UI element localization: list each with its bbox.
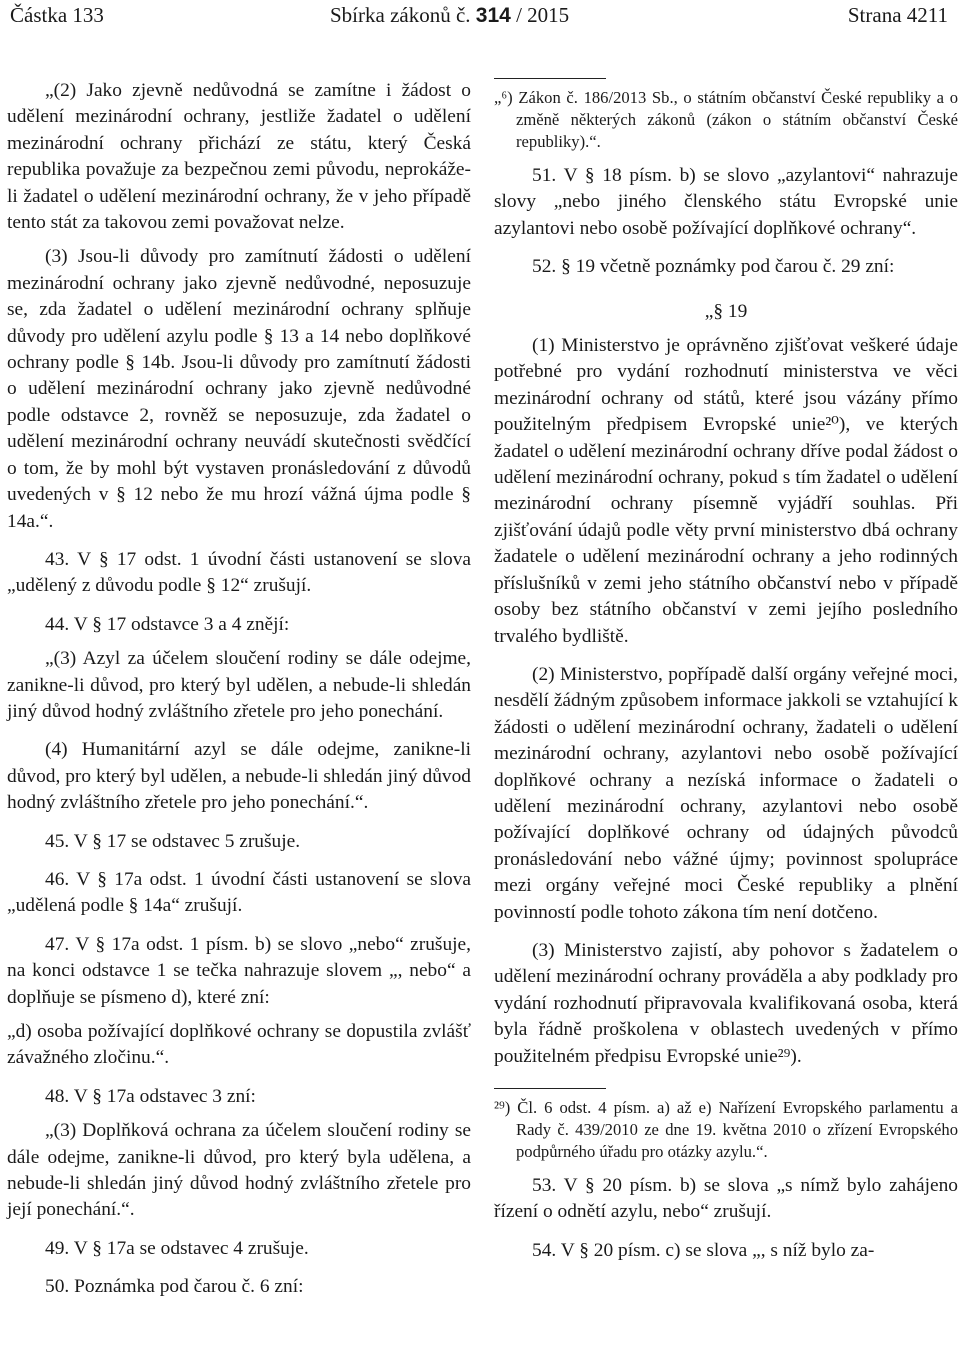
section-19-heading: „§ 19 — [704, 300, 748, 322]
item-51: 51. V § 18 písm. b) se slovo „azylantovi“ nahrazuje slovy „nebo jiného členského státu Evropské unie azylantovi nebo osobě požívající doplňkové ochrany“. — [494, 165, 958, 239]
item-47-letter-d: „d) osoba požívající doplňkové ochrany se dopustila zvlášť závažného zločinu.“. — [7, 1021, 471, 1069]
paragraph-3-text: (3) Jsou-li důvody pro zamítnutí žádosti o udělení mezinárodní ochrany jako zjevně nedůvodné, neposuzuje se, zda žadatel o udělení mezinárodní ochrany splňuje důvody pro udělení azylu podle § 13 a 14 nebo doplňkové ochrany podle § 14b. Jsou-li důvody pro zamítnutí žádosti o udělení mezinárodní ochrany jako zjevně nedůvodné podle odstavce 2, rovněž se neposuzuje, zda žadatel o udělení mezinárodní ochrany neuvádí skutečnosti svědčící o tom, že by mohl být vystaven pronásledování z důvodů uvedených v § 12 nebo že mu hrozí vážná újma podle § 14a.“. — [7, 246, 471, 532]
footnote-29: ²⁹) Čl. 6 odst. 4 písm. a) až e) Nařízení Evropského parlamentu a Rady č. 439/2010 ze dne 19. května 2010 o zřízení Evropského podpůrného úřadu pro otázky azylu.“. — [494, 1098, 958, 1161]
item-46: 46. V § 17a odst. 1 úvodní části ustanovení se slova „udělená podle § 14a“ zrušují. — [7, 868, 471, 917]
item-49: 49. V § 17a se odstavec 4 zrušuje. — [45, 1237, 309, 1259]
item-44-para-3: „(3) Azyl za účelem sloučení rodiny se dále odejme, zanikne-li důvod, pro který byl udělen, a nebude-li shledán jiný důvod hodný zvláštního zřetele pro jeho ponechání. — [7, 648, 471, 722]
right-column — [494, 78, 958, 1272]
paragraph-2-text: „(2) Jako zjevně nedůvodná se zamítne i žádost o udělení mezinárodní ochrany, jestliže žadatel o udělení mezinárodní ochrany přichází ze státu, který Česká republika považuje za bezpečnou zemi původu, neprokáže-li žadatel o udělení mezinárodní ochrany, že v jeho případě tento stát za takovou zemi považovat nelze. — [7, 80, 471, 234]
footnote-divider-2 — [494, 1088, 606, 1089]
collection-label — [330, 0, 569, 31]
item-54: 54. V § 20 písm. c) se slova „, s níž bylo za- — [532, 1239, 875, 1261]
footnote-divider — [494, 78, 606, 79]
footnote-6: „⁶) Zákon č. 186/2013 Sb., o státním občanství České republiky a o změně některých zákonů (zákon o státním občanství České republiky).“. — [494, 88, 958, 151]
issue-part-label: Částka 133 — [10, 3, 104, 27]
item-53: 53. V § 20 písm. b) se slova „s nímž bylo zahájeno řízení o odnětí azylu, nebo“ zrušují. — [494, 1175, 958, 1223]
item-45: 45. V § 17 se odstavec 5 zrušuje. — [45, 830, 301, 852]
section-19-para-1: (1) Ministerstvo je oprávněno zjišťovat veškeré údaje potřebné pro vydání rozhodnutí ministerstva ve věci mezinárodní ochrany od států, které jsou vázány přímo použitelným předpisem Evropské unie²⁰), ve kterých žadatel o udělení mezinárodní ochrany dříve podal žádost o udělení mezinárodní ochrany, pokud s tím žadatel o udělení mezinárodní ochrany písemně vyjádří souhlas. Při zjišťování údajů podle věty první ministerstvo dbá ochrany žadatele o udělení mezinárodní ochrany a jeho rodinných příslušníků v zemi jeho státního občanství nebo v případě osoby bez státního občanství v zemi jejího posledního trvalého bydliště. — [494, 335, 958, 647]
item-44: 44. V § 17 odstavce 3 a 4 znějí: — [45, 613, 290, 635]
item-50: 50. Poznámka pod čarou č. 6 zní: — [45, 1276, 304, 1298]
item-47: 47. V § 17a odst. 1 písm. b) se slovo „nebo“ zrušuje, na konci odstavce 1 se tečka nahrazuje slovem „, nebo“ a doplňuje se písmeno d), které zní: — [7, 933, 471, 1008]
item-48: 48. V § 17a odstavec 3 zní: — [45, 1085, 256, 1107]
law-number: 314 — [475, 4, 511, 27]
section-19-para-2: (2) Ministerstvo, popřípadě další orgány veřejné moci, nesdělí žádným způsobem informace jakkoli se vztahující k žádosti o udělení mezinárodní ochrany, žadateli o udělení mezinárodní ochrany, azylantovi nebo osobě požívající doplňkové ochrany a nezíská informace o žadateli o udělení mezinárodní ochrany, azylantovi nebo osobě požívající doplňkové ochrany od údajných původců pronásledování nebo vážné újmy; povinnost spolupráce mezi orgány veřejné moci České republiky a plnění povinností podle tohoto zákona tím není dotčeno. — [494, 663, 958, 923]
section-19-para-3: (3) Ministerstvo zajistí, aby pohovor s žadatelem o udělení mezinárodní ochrany prováděla a aby podklady pro vydání rozhodnutí připravovala kvalifikovaná osoba, která byla řádně proškolena v oblastech uvedených v přímo použitelném předpisu Evropské unie²⁹). — [494, 939, 958, 1067]
page-number-label: Strana 4211 — [847, 3, 948, 27]
collection-suffix: / 2015 — [510, 3, 570, 27]
left-column — [7, 78, 471, 1309]
item-52: 52. § 19 včetně poznámky pod čarou č. 29 zní: — [532, 256, 895, 278]
item-43: 43. V § 17 odst. 1 úvodní části ustanovení se slova „udělený z důvodu podle § 12“ zrušují. — [7, 548, 471, 597]
collection-prefix: Sbírka zákonů č. — [330, 3, 476, 27]
item-44-para-4: (4) Humanitární azyl se dále odejme, zanikne-li důvod, pro který byl udělen, a nebude-li shledán jiný důvod hodný zvláštního zřetele pro jeho ponechání.“. — [7, 739, 471, 814]
page-header — [0, 0, 960, 34]
item-48-para-3: „(3) Doplňková ochrana za účelem sloučení rodiny se dále odejme, zanikne-li důvod, pro který byla udělena, a nebude-li shledán jiný důvod hodný zvláštního zřetele pro její ponechání.“. — [7, 1120, 471, 1221]
